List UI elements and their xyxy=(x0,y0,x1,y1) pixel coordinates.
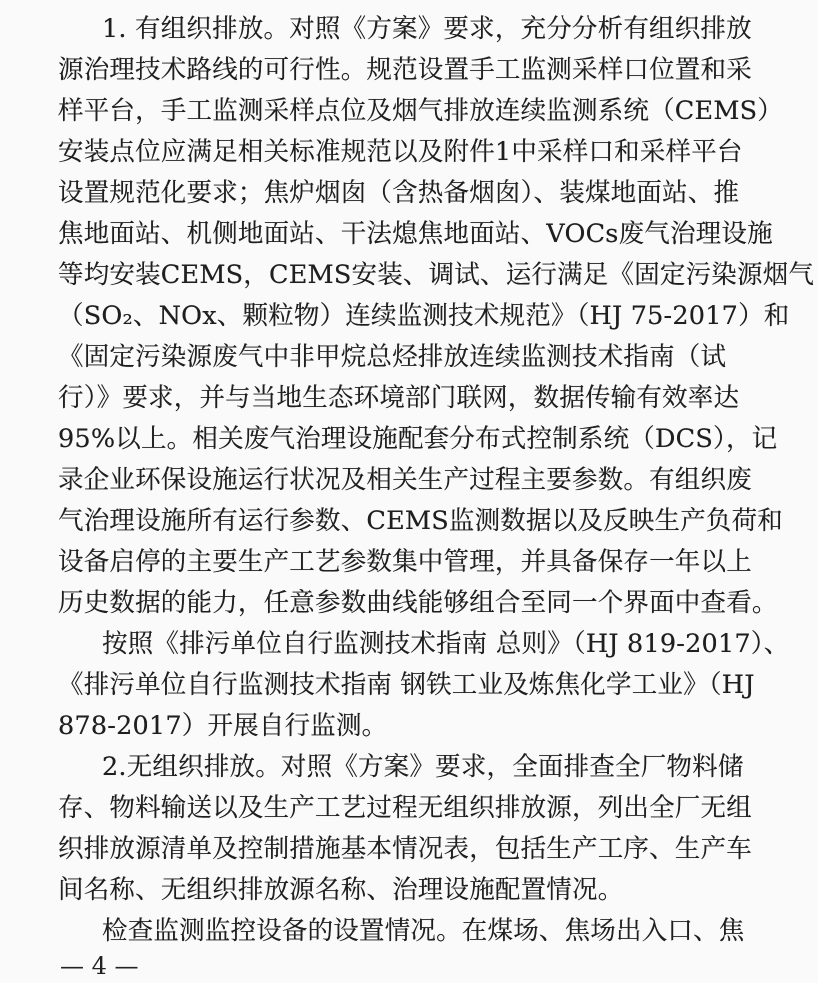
paragraph-1-line-4: 安装点位应满足相关标准规范以及附件1中采样口和采样平台 xyxy=(58,137,743,167)
paragraph-4-line-1: 检查监测监控设备的设置情况。在煤场、焦场出入口、焦 xyxy=(102,916,745,946)
paragraph-1-line-9: 《固定污染源废气中非甲烷总烃排放连续监测技术指南（试 xyxy=(58,342,727,372)
paragraph-1-line-3: 样平台，手工监测采样点位及烟气排放连续监测系统（CEMS） xyxy=(58,96,784,126)
paragraph-1-line-7: 等均安装CEMS，CEMS安装、调试、运行满足《固定污染源烟气 xyxy=(58,260,815,290)
paragraph-1-line-8: （SO₂、NOx、颗粒物）连续监测技术规范》（HJ 75-2017）和 xyxy=(58,301,790,331)
paragraph-2-line-2: 《排污单位自行监测技术指南 钢铁工业及炼焦化学工业》（HJ xyxy=(58,670,755,700)
paragraph-3-line-4: 间名称、无组织排放源名称、治理设施配置情况。 xyxy=(58,875,624,905)
paragraph-1-line-12: 录企业环保设施运行状况及相关生产过程主要参数。有组织废 xyxy=(58,465,752,495)
paragraph-1-line-14: 设备启停的主要生产工艺参数集中管理，并具备保存一年以上 xyxy=(58,547,752,577)
paragraph-3-line-1: 2.无组织排放。对照《方案》要求，全面排查全厂物料储 xyxy=(102,752,744,782)
paragraph-3-line-2: 存、物料输送以及生产工艺过程无组织排放源，列出全厂无组 xyxy=(58,793,752,823)
paragraph-1-line-1: 1. 有组织排放。对照《方案》要求，充分分析有组织排放 xyxy=(102,14,752,44)
paragraph-1-line-11: 95%以上。相关废气治理设施配套分布式控制系统（DCS），记 xyxy=(58,424,778,454)
paragraph-1-line-13: 气治理设施所有运行参数、CEMS监测数据以及反映生产负荷和 xyxy=(58,506,784,536)
paragraph-1-line-6: 焦地面站、机侧地面站、干法熄焦地面站、VOCs废气治理设施 xyxy=(58,219,773,249)
paragraph-1-line-5: 设置规范化要求；焦炉烟囱（含热备烟囱）、装煤地面站、推 xyxy=(58,178,740,208)
paragraph-3-line-3: 织排放源清单及控制措施基本情况表，包括生产工序、生产车 xyxy=(58,834,752,864)
paragraph-2-line-1: 按照《排污单位自行监测技术指南 总则》（HJ 819-2017）、 xyxy=(102,629,790,659)
paragraph-1-line-10: 行）》要求，并与当地生态环境部门联网，数据传输有效率达 xyxy=(58,383,740,413)
paragraph-1-line-2: 源治理技术路线的可行性。规范设置手工监测采样口位置和采 xyxy=(58,55,752,85)
paragraph-2-line-3: 878-2017）开展自行监测。 xyxy=(58,711,388,741)
paragraph-1-line-15: 历史数据的能力，任意参数曲线能够组合至同一个界面中查看。 xyxy=(58,588,778,618)
page-number: — 4 — xyxy=(60,952,139,980)
